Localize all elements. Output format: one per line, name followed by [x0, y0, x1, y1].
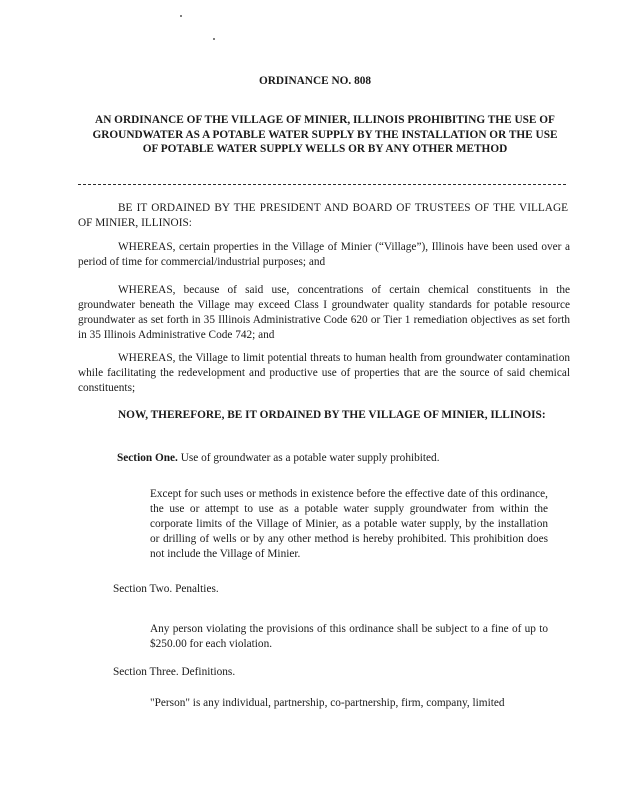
ordinance-title: ORDINANCE NO. 808 — [258, 75, 372, 87]
heading-divider — [78, 184, 566, 185]
section-one-heading — [117, 451, 577, 466]
whereas-clause-2: WHEREAS, because of said use, concentrations of certain chemical constituents in the groundwater beneath the Village may exceed Class I groundwater quality standards for potable resource groundwater as set forth in 35 Illinois Administrative Code 620 or Tier 1 remediation objectives as set forth in 35 Illinois Administrative Code 742; and — [78, 284, 570, 341]
whereas-clause-3: WHEREAS, the Village to limit potential threats to human health from groundwater contamination while facilitating the redevelopment and productive use of properties that are the source of said chemical constituents; — [78, 352, 570, 394]
scan-speck — [213, 38, 215, 40]
section-two-body: Any person violating the provisions of this ordinance shall be subject to a fine of up to $250.00 for each violation. — [150, 623, 548, 650]
scan-speck — [180, 15, 182, 17]
section-one-label: Section One. — [117, 452, 178, 464]
whereas-clause-1: WHEREAS, certain properties in the Village of Minier (“Village”), Illinois have been used over a period of time for commercial/industrial purposes; and — [78, 241, 570, 268]
section-one-title: Use of groundwater as a potable water supply prohibited. — [180, 452, 440, 464]
section-three-heading: Section Three. Definitions. — [113, 666, 236, 678]
therefore-clause: NOW, THEREFORE, BE IT ORDAINED BY THE VILLAGE OF MINIER, ILLINOIS: — [118, 409, 546, 421]
section-one-body: Except for such uses or methods in existence before the effective date of this ordinance, the use or attempt to use as a potable water supply groundwater from within the corporate limits of the Village of Minier, as a potable water supply, by the installation or drilling of wells or by any other method is hereby prohibited. This prohibition does not include the Village of Minier. — [150, 488, 548, 560]
ordinance-heading: AN ORDINANCE OF THE VILLAGE OF MINIER, ILLINOIS PROHIBITING THE USE OF GROUNDWATER AS A POTABLE WATER SUPPLY BY THE INSTALLATION OR THE USE OF POTABLE WATER SUPPLY WELLS OR BY ANY OTHER METHOD — [92, 114, 558, 155]
section-three-body: "Person" is any individual, partnership, co-partnership, firm, company, limited — [150, 697, 505, 709]
section-two-heading: Section Two. Penalties. — [113, 583, 219, 595]
ordained-intro: BE IT ORDAINED BY THE PRESIDENT AND BOARD OF TRUSTEES OF THE VILLAGE OF MINIER, ILLINOIS: — [78, 202, 568, 229]
